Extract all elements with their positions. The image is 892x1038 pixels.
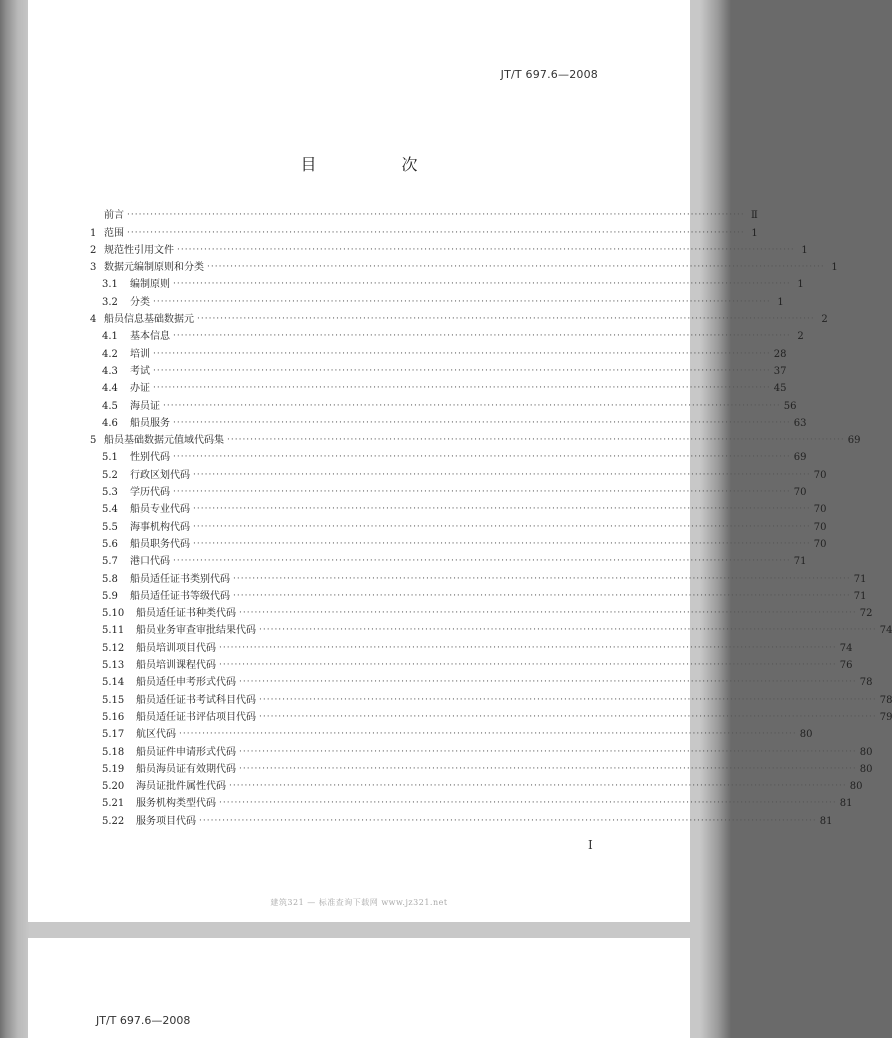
toc-leader-dots: ································································································································································ <box>173 331 791 342</box>
toc-leader-dots: ································································································································································ <box>239 677 857 688</box>
toc-entry-number: 5.16 <box>102 711 125 723</box>
toc-entry-number: 5.15 <box>102 694 125 706</box>
toc-entry <box>90 361 787 378</box>
toc-entry-page: 2 <box>797 331 804 343</box>
toc-entry <box>90 499 827 516</box>
toc-entry-number: 5.22 <box>102 815 125 827</box>
toc-leader-dots: ································································································································································ <box>233 573 851 584</box>
toc-entry-number: 4 <box>90 314 97 326</box>
toc-entry-page: 72 <box>859 608 873 620</box>
toc-leader-dots: ································································································································································ <box>173 452 791 463</box>
toc-entry-number: 5.5 <box>102 521 118 533</box>
toc-entry-label: 海员证 <box>130 400 160 412</box>
toc-entry-label: 船员培训项目代码 <box>136 642 216 654</box>
toc-entry-label: 数据元编制原则和分类 <box>104 262 204 274</box>
toc-entry-number: 5.2 <box>102 469 118 481</box>
toc-entry-page: 70 <box>813 521 827 533</box>
toc-entry-number: 1 <box>90 227 97 239</box>
toc-entry <box>90 430 861 447</box>
toc-entry-page: 81 <box>839 798 853 810</box>
toc-entry-page: 1 <box>797 279 804 291</box>
toc-leader-dots: ································································································································································ <box>239 608 857 619</box>
toc-entry <box>90 568 867 585</box>
toc-entry-label: 服务项目代码 <box>136 815 196 827</box>
toc-entry-number: 5.17 <box>102 729 125 741</box>
toc-entry-number: 5.12 <box>102 642 125 654</box>
toc-entry <box>90 551 807 568</box>
toc-leader-dots: ································································································································································ <box>193 504 811 515</box>
toc-entry-label: 编制原则 <box>130 279 170 291</box>
toc-entry-page: 56 <box>783 400 797 412</box>
toc-entry-label: 船员适任证书类别代码 <box>130 573 230 585</box>
toc-entry-page: 69 <box>793 452 807 464</box>
toc-entry-number: 5.11 <box>102 625 125 637</box>
toc-entry-page: 78 <box>859 677 873 689</box>
toc-entry <box>90 240 808 257</box>
toc-entry <box>90 257 838 274</box>
toc-entry <box>90 759 873 776</box>
toc-leader-dots: ································································································································································ <box>153 383 771 394</box>
toc-entry-number: 5.18 <box>102 746 125 758</box>
toc-leader-dots: ································································································································································ <box>177 244 795 255</box>
toc-leader-dots: ································································································································································ <box>127 210 745 221</box>
toc-entry-page: 74 <box>839 642 853 654</box>
toc-entry-label: 性别代码 <box>130 452 170 464</box>
watermark-footer: 建筑321 — 标准查询下载网 www.jz321.net <box>270 898 448 907</box>
toc-entry-label: 海员证批件属性代码 <box>136 781 226 793</box>
toc-leader-dots: ································································································································································ <box>193 521 811 532</box>
toc-leader-dots: ································································································································································ <box>173 487 791 498</box>
toc-entry-page: 45 <box>773 383 787 395</box>
toc-entry-label: 服务机构类型代码 <box>136 798 216 810</box>
toc-entry-label: 基本信息 <box>130 331 170 343</box>
toc-entry-page: 80 <box>799 729 813 741</box>
toc-leader-dots: ································································································································································ <box>173 556 791 567</box>
toc-entry-label: 船员服务 <box>130 417 170 429</box>
toc-entry <box>90 707 892 724</box>
toc-entry-label: 分类 <box>130 296 150 308</box>
toc-entry-page: 71 <box>793 556 807 568</box>
toc-entry <box>90 274 804 291</box>
toc-entry <box>90 309 828 326</box>
toc-entry-number: 5.9 <box>102 590 118 602</box>
toc-entry-number: 2 <box>90 244 97 256</box>
toc-entry-page: 71 <box>853 573 867 585</box>
toc-leader-dots: ································································································································································ <box>193 469 811 480</box>
toc-entry-page: 80 <box>859 746 873 758</box>
toc-entry <box>90 378 787 395</box>
toc-leader-dots: ································································································································································ <box>173 279 791 290</box>
toc-entry-page: 63 <box>793 417 807 429</box>
toc-entry-number: 5.3 <box>102 487 118 499</box>
toc-entry <box>90 741 873 758</box>
toc-entry-label: 船员适任证书考试科目代码 <box>136 694 256 706</box>
toc-leader-dots: ································································································································································ <box>219 660 837 671</box>
toc-entry <box>90 326 804 343</box>
toc-entry <box>90 620 892 637</box>
toc-entry-page: 28 <box>773 348 787 360</box>
toc-entry-number: 5.14 <box>102 677 125 689</box>
toc-entry-label: 港口代码 <box>130 556 170 568</box>
toc-entry-label: 船员适任证书等级代码 <box>130 590 230 602</box>
toc-entry-page: 70 <box>813 504 827 516</box>
toc-entry-label: 学历代码 <box>130 487 170 499</box>
toc-leader-dots: ································································································································································ <box>207 262 825 273</box>
toc-entry <box>90 603 873 620</box>
toc-entry <box>90 776 863 793</box>
toc-entry <box>90 655 853 672</box>
toc-leader-dots: ································································································································································ <box>229 781 847 792</box>
toc-entry <box>90 395 797 412</box>
toc-entry-page: 1 <box>831 262 838 274</box>
toc-entry <box>90 534 827 551</box>
toc-entry-label: 前言 <box>104 210 124 222</box>
toc-entry <box>90 482 807 499</box>
standard-number-header-page2: JT/T 697.6—2008 <box>96 1014 191 1027</box>
toc-entry-number: 5.6 <box>102 538 118 550</box>
toc-entry-number: 5.7 <box>102 556 118 568</box>
toc-entry-page: 2 <box>821 314 828 326</box>
toc-leader-dots: ································································································································································ <box>127 227 745 238</box>
document-page-2 <box>28 938 690 1038</box>
toc-entry-label: 船员业务审查审批结果代码 <box>136 625 256 637</box>
toc-entry-page: 80 <box>859 763 873 775</box>
toc-entry <box>90 205 758 222</box>
page-number: I <box>588 838 593 852</box>
toc-entry-number: 5.20 <box>102 781 125 793</box>
toc-entry-label: 船员职务代码 <box>130 538 190 550</box>
toc-entry-number: 5.13 <box>102 660 125 672</box>
toc-leader-dots: ································································································································································ <box>259 711 877 722</box>
toc-entry-number: 5.4 <box>102 504 118 516</box>
toc-entry <box>90 672 873 689</box>
toc-leader-dots: ································································································································································ <box>153 365 771 376</box>
toc-entry <box>90 637 853 654</box>
toc-entry-number: 4.6 <box>102 417 118 429</box>
toc-leader-dots: ································································································································································ <box>199 815 817 826</box>
toc-entry-number: 5.1 <box>102 452 118 464</box>
toc-entry-number: 5.19 <box>102 763 125 775</box>
toc-entry-page: 81 <box>819 815 833 827</box>
toc-entry-label: 规范性引用文件 <box>104 244 174 256</box>
toc-entry <box>90 413 807 430</box>
toc-entry <box>90 724 813 741</box>
toc-leader-dots: ································································································································································ <box>219 642 837 653</box>
toc-entry-number: 3.1 <box>102 279 118 291</box>
toc-entry-page: 1 <box>801 244 808 256</box>
toc-entry-label: 船员适任证书种类代码 <box>136 608 236 620</box>
toc-entry-page: 71 <box>853 590 867 602</box>
toc-entry-number: 5.21 <box>102 798 125 810</box>
toc-entry <box>90 447 807 464</box>
toc-entry-label: 船员培训课程代码 <box>136 660 216 672</box>
toc-leader-dots: ································································································································································ <box>193 538 811 549</box>
toc-entry <box>90 343 787 360</box>
toc-entry-page: 79 <box>879 711 892 723</box>
toc-entry-page: 70 <box>793 487 807 499</box>
toc-entry-label: 航区代码 <box>136 729 176 741</box>
toc-entry-page: 1 <box>751 227 758 239</box>
toc-leader-dots: ································································································································································ <box>259 694 877 705</box>
toc-leader-dots: ································································································································································ <box>173 417 791 428</box>
toc-leader-dots: ································································································································································ <box>239 746 857 757</box>
standard-number-header: JT/T 697.6—2008 <box>500 68 598 81</box>
table-of-contents <box>90 205 892 828</box>
toc-leader-dots: ································································································································································ <box>153 348 771 359</box>
toc-entry <box>90 810 833 827</box>
toc-entry-label: 船员适任申考形式代码 <box>136 677 236 689</box>
toc-entry <box>90 793 853 810</box>
toc-entry-number: 4.3 <box>102 365 118 377</box>
toc-entry <box>90 222 758 239</box>
toc-entry-number: 5.10 <box>102 608 125 620</box>
toc-entry-page: 78 <box>879 694 892 706</box>
toc-entry-page: 76 <box>839 660 853 672</box>
toc-leader-dots: ································································································································································ <box>163 400 781 411</box>
toc-entry-page: 70 <box>813 469 827 481</box>
document-page-1 <box>28 0 892 922</box>
toc-entry-page: 37 <box>773 365 787 377</box>
toc-entry-number: 3.2 <box>102 296 118 308</box>
toc-entry-page: 1 <box>777 296 784 308</box>
toc-entry-page: 69 <box>847 435 861 447</box>
toc-entry-page: 74 <box>879 625 892 637</box>
toc-leader-dots: ································································································································································ <box>259 625 877 636</box>
toc-entry <box>90 291 784 308</box>
toc-entry-number: 5.8 <box>102 573 118 585</box>
toc-entry-label: 培训 <box>130 348 150 360</box>
toc-entry-label: 考试 <box>130 365 150 377</box>
toc-entry-label: 船员基础数据元值域代码集 <box>104 435 224 447</box>
toc-entry-label: 船员适任证书评估项目代码 <box>136 711 256 723</box>
toc-entry-label: 办证 <box>130 383 150 395</box>
toc-entry-label: 船员海员证有效期代码 <box>136 763 236 775</box>
toc-leader-dots: ································································································································································ <box>233 590 851 601</box>
toc-entry-number: 5 <box>90 435 97 447</box>
toc-entry-label: 行政区划代码 <box>130 469 190 481</box>
toc-entry <box>90 689 892 706</box>
toc-entry <box>90 586 867 603</box>
toc-title: 目 次 <box>300 155 458 174</box>
toc-entry-label: 海事机构代码 <box>130 521 190 533</box>
toc-entry-number: 4.1 <box>102 331 118 343</box>
toc-leader-dots: ································································································································································ <box>239 763 857 774</box>
toc-leader-dots: ································································································································································ <box>179 729 797 740</box>
toc-entry-number: 4.2 <box>102 348 118 360</box>
toc-entry <box>90 516 827 533</box>
toc-entry-label: 船员专业代码 <box>130 504 190 516</box>
toc-entry-page: Ⅱ <box>750 210 758 222</box>
toc-leader-dots: ································································································································································ <box>153 296 771 307</box>
toc-leader-dots: ································································································································································ <box>219 798 837 809</box>
toc-leader-dots: ································································································································································ <box>197 314 815 325</box>
toc-entry <box>90 464 827 481</box>
toc-entry-page: 70 <box>813 538 827 550</box>
toc-entry-label: 范围 <box>104 227 124 239</box>
toc-leader-dots: ································································································································································ <box>227 435 845 446</box>
toc-entry-number: 3 <box>90 262 97 274</box>
toc-entry-label: 船员信息基础数据元 <box>104 314 194 326</box>
toc-entry-label: 船员证件申请形式代码 <box>136 746 236 758</box>
toc-entry-page: 80 <box>849 781 863 793</box>
toc-entry-number: 4.4 <box>102 383 118 395</box>
toc-entry-number: 4.5 <box>102 400 118 412</box>
